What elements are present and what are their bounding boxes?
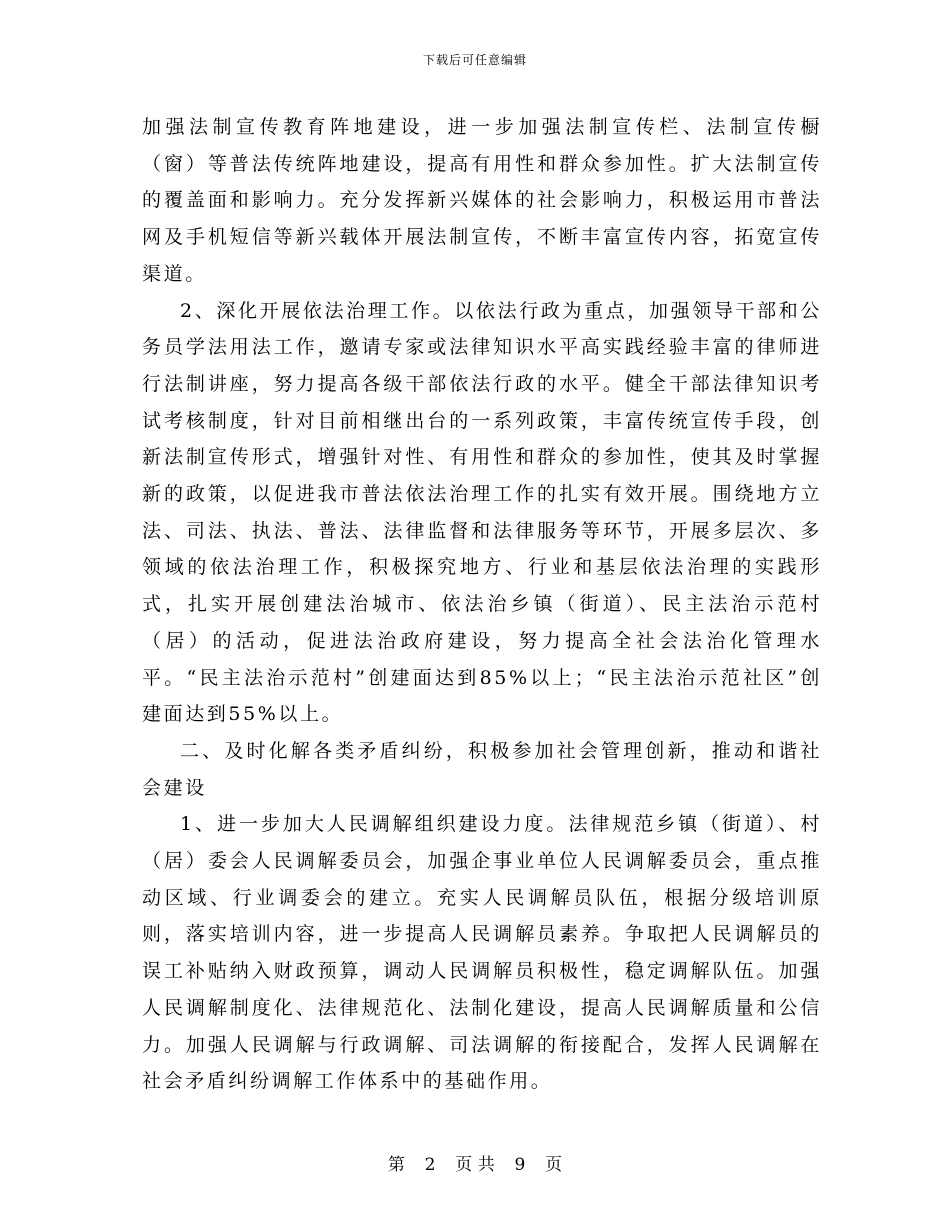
footer-suffix: 页 <box>545 1155 563 1175</box>
footer-middle: 页 共 <box>455 1155 495 1175</box>
paragraph-2: 2、深化开展依法治理工作。以依法行政为重点，加强领导干部和公务员学法用法工作，邀请专家或法律知识水平高实践经验丰富的律师进行法制讲座，努力提高各级干部依法行政的水平。健全干部法律知识考试考核制度，针对目前相继出台的一系列政策，丰富传统宣传手段，创新法制宣传形式，增强针对性、有用性和群众的参加性，使其及时掌握新的政策，以促进我市普法依法治理工作的扎实有效开展。围绕地方立法、司法、执法、普法、法律监督和法律服务等环节，开展多层次、多领域的依法治理工作，积极探究地方、行业和基层依法治理的实践形式，扎实开展创建法治城市、依法治乡镇（街道）、民主法治示范村（居）的活动，促进法治政府建设，努力提高全社会法治化管理水平。“民主法治示范村”创建面达到85%以上；“民主法治示范社区”创建面达到55%以上。 <box>142 299 822 726</box>
footer-prefix: 第 <box>387 1155 405 1175</box>
footer-current-page: 2 <box>424 1155 436 1175</box>
page-header-note: 下载后可任意编辑 <box>422 53 527 67</box>
footer-total-pages: 9 <box>514 1155 526 1175</box>
section-heading: 二、及时化解各类矛盾纠纷，积极参加社会管理创新，推动和谐社会建设 <box>142 739 822 799</box>
page-footer <box>0 1154 950 1176</box>
paragraph-1: 加强法制宣传教育阵地建设，进一步加强法制宣传栏、法制宣传橱（窗）等普法传统阵地建设，提高有用性和群众参加性。扩大法制宣传的覆盖面和影响力。充分发挥新兴媒体的社会影响力，积极运用市普法网及手机短信等新兴载体开展法制宣传，不断丰富宣传内容，拓宽宣传渠道。 <box>142 116 822 285</box>
body-text <box>142 109 822 1100</box>
paragraph-3: 1、进一步加大人民调解组织建设力度。法律规范乡镇（街道）、村（居）委会人民调解委员会，加强企事业单位人民调解委员会，重点推动区域、行业调委会的建立。充实人民调解员队伍，根据分级培训原则，落实培训内容，进一步提高人民调解员素养。争取把人民调解员的误工补贴纳入财政预算，调动人民调解员积极性，稳定调解队伍。加强人民调解制度化、法律规范化、法制化建设，提高人民调解质量和公信力。加强人民调解与行政调解、司法调解的衔接配合，发挥人民调解在社会矛盾纠纷调解工作体系中的基础作用。 <box>142 813 822 1093</box>
